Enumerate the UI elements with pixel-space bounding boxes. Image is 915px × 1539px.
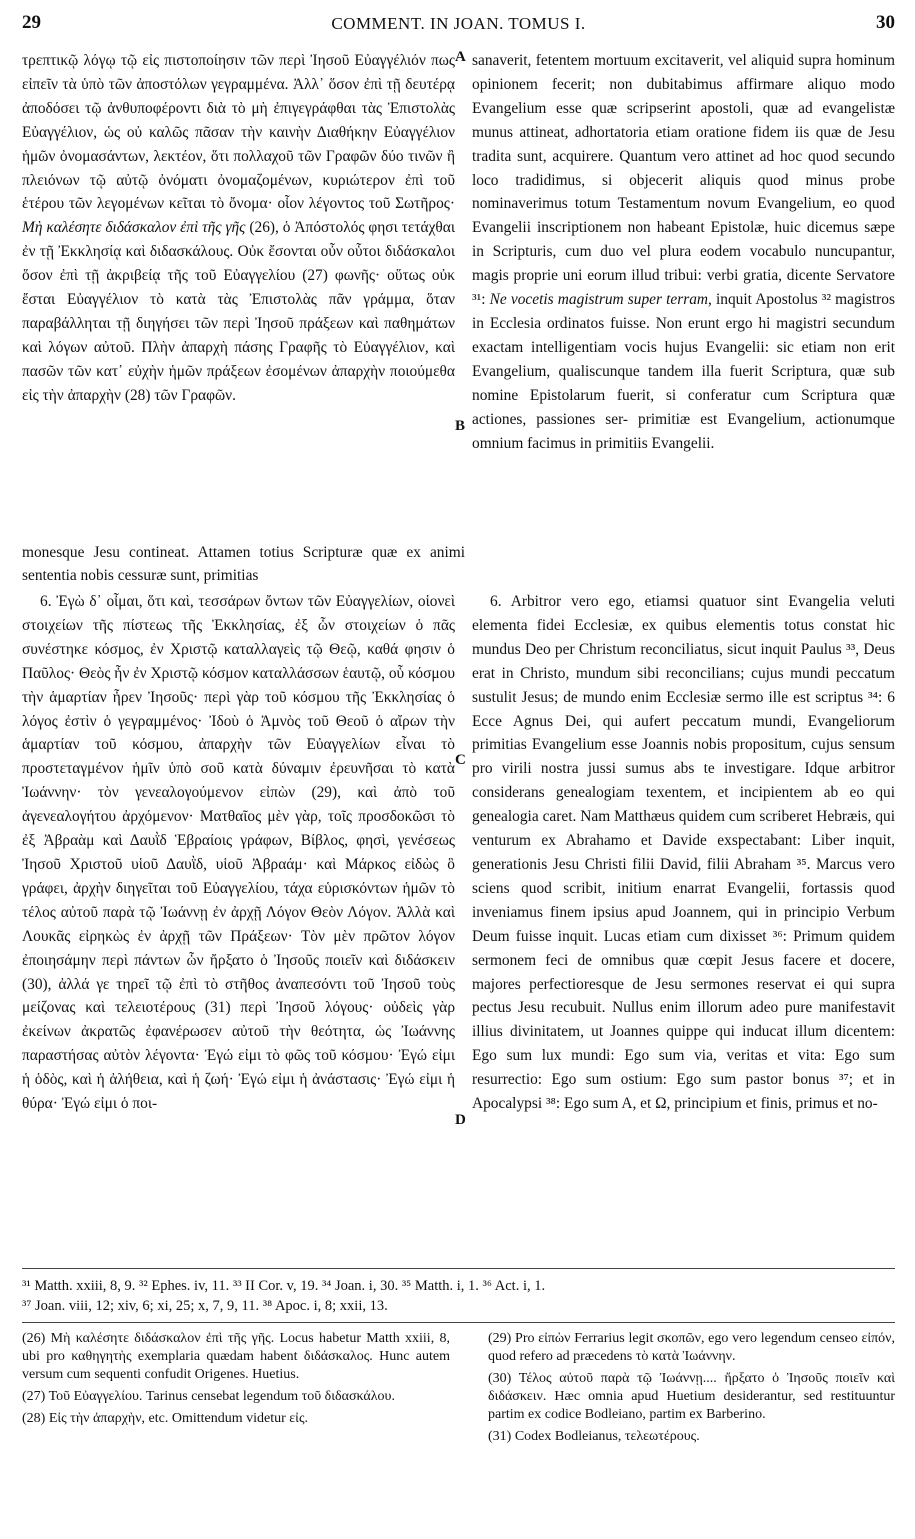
footnote: (29) Pro εἰπὼν Ferrarius legit σκοπῶν, ego vero legendum censeo εἰπόν, quod refero ad præcedens τὸ κατὰ Ἰωάννην. <box>488 1331 895 1364</box>
latin-text: primitiæ est Evangelium, actionumque omnium facimus in primitiis Evangelii. <box>472 410 895 452</box>
greek-text: τρεπτικῷ λόγῳ τῷ εἰς πιστοποίησιν τῶν περὶ Ἰησοῦ Εὐαγγέλιόν πως εἰπεῖν τὰ ὑπὸ τῶν ἀποστόλων γεγραμμένα. Ἀλλ᾽ ὅσον ἐπὶ τῇ δευτέρᾳ ἀποδόσει τῷ ἀνθυποφέροντι διὰ τὸ μὴ ἐπιγεγράφθαι τὰς Ἐπιστολὰς Εὐαγγέλιον, ὡς οὐ καλῶς πᾶσαν τὴν καινὴν Διαθήκην Εὐαγγέλιον ἡμῶν ὀνομασάντων, λεκτέον, ὅτι πολλαχοῦ τῶν Γραφῶν δύο τινῶν ἢ πλειόνων τῷ αὐτῷ ὀνόματι ὀνομαζομένων, κυριώτερον ἐπὶ τοῦ ἑτέρου τῶν λεγομένων κεῖται τὸ ὄνομα· οἷον λέγοντος τοῦ Σωτῆρος· <box>22 52 455 213</box>
latin-quote: Ne vocetis magistrum super terram <box>489 291 709 309</box>
footnote: (30) Τέλος αὐτοῦ παρὰ τῷ Ἰωάννῃ.... ἤρξατο ὁ Ἰησοῦς ποιεῖν καὶ διδάσκειν. Hæc omnia apud Huetium desiderantur, sed restituuntur partim ex codice Bodleiano, partim ex Barberino. <box>488 1371 895 1422</box>
margin-letter-d: D <box>455 1112 466 1128</box>
footnote-divider <box>22 1268 895 1269</box>
page-number-left: 29 <box>22 12 41 33</box>
margin-letter-b: B <box>455 418 466 434</box>
latin-text: sanaverit, fetentem mortuum excitaverit, vel aliquid supra hominum opinionem fecerit; non dubitabimus affirmare aliquo modo Evangelium esse quæ scripserint apostoli, quæ ad evangelistæ munus attineat, adhortatoria etiam oratione fidem iis quæ de Jesu tradita sunt, acquirere. Quantum vero attinet ad hoc quod secundo loco tradidimus, si objecerit aliquis quod minus probe nominaverimus totum Testamentum novum Evangelium, eo quod Evangelii inscriptionem non habeant Epistolæ, huic dicemus sæpe in Scripturis, cum duo vel plura eodem vocabulo nuncupantur, magis proprie uni eorum illud tribui: verbi gratia, dicente Servatore ³¹: <box>472 52 895 309</box>
margin-letter-c: C <box>455 752 466 768</box>
reference-line: ³¹ Matth. xxiii, 8, 9. ³² Ephes. iv, 11. ³³ II Cor. v, 19. ³⁴ Joan. i, 30. ³⁵ Matth. i, 1. ³⁶ Act. i, 1. <box>22 1278 546 1294</box>
footnote: (27) Τοῦ Εὐαγγελίου. Tarinus censebat legendum τοῦ διδασκάλου. <box>22 1389 395 1404</box>
scripture-references <box>22 1276 895 1316</box>
latin-text: monesque Jesu contineat. Attamen totius Scripturæ quæ ex animi sententia nobis cessuræ sunt, primitias <box>22 544 465 584</box>
page-number-right: 30 <box>876 12 895 33</box>
latin-text: 6. Arbitror vero ego, etiamsi quatuor sint Evangelia veluti elementa fidei Ecclesiæ, ex quibus elementis totus constat hic mundus Deo per Christum reconciliatus, sicut inquit Paulus ³³, Deus erat in Christo, mundum sibi reconcilians; cujus mundi peccatum sustulit Jesus; de mundo enim Ecclesiæ sermo ille est scriptus ³⁴: 6 Ecce Agnus Dei, qui aufert peccatum mundi, Evangeliorum primitias Evangelium esse Joannis nobis propositum, cujus sensum pro virili nostra jussi sumus abs te investigare. Idque arbitror considerans genealogiam texentem, et incipientem ab eo qui genealogia caret. Nam Matthæus quidem cum scriberet Hebræis, qui venturum ex Abrahamo et Davide exspectabant: Liber inquit, generationis Jesu Christi filii David, filii Abraham ³⁵. Marcus vero sciens quod scribit, initium enarrat Evangelii, fortassis quod inveniamus finem ipsius apud Joannem, qui in principio Verbum Deum fuisse inquit. Lucas etiam cum dixisset ³⁶: Primum quidem sermonem feci de omnibus quæ cœpit Jesus facere et docere, majores perfectioresque de Jesu sermones reservat ei qui supra pectus Jesu recubuit. Nullus enim illorum adeo pure manifestavit illius divinitatem, ut Joannes quippe qui inducat illum dicentem: Ego sum lux mundi: Ego sum via, veritas et vita: Ego sum resurrectio: Ego sum ostium: Ego sum pastor bonus ³⁷; et in Apocalypsi ³⁸: Ego sum A, et Ω, principium et finis, primus et no- <box>472 593 895 1113</box>
notes-divider <box>22 1322 895 1323</box>
greek-text: (26), ὁ Ἀπόστολός φησι τετάχθαι ἐν τῇ Ἐκκλησίᾳ καὶ διδασκάλους. Οὐκ ἔσονται οὖν οὗτοι διδάσκαλοι ὅσον ἐπὶ τῇ ἀκριβείᾳ τῆς τοῦ Εὐαγγελίου (27) φωνῆς· οὕτως οὐκ ἔσται Εὐαγγέλιον τὸ κατὰ τὰς Ἐπιστολὰς πᾶν γράμμα, ὅταν παραβάλληται τῇ διηγήσει τῶν περὶ Ἰησοῦ πράξεων καὶ παθημάτων καὶ λόγων αὐτοῦ. Πλὴν ἀπαρχὴ πάσης Γραφῆς τὸ Εὐαγγέλιον, καὶ πασῶν τῶν κατ᾽ εὐχὴν ἡμῶν πράξεων ἐσομένων ἀπαρχὴν ποιούμεθα εἰς τὴν ἀπαρχὴν (28) τῶν Γραφῶν. <box>22 219 455 404</box>
greek-text: 6. Ἐγὼ δ᾽ οἶμαι, ὅτι καὶ, τεσσάρων ὄντων τῶν Εὐαγγελίων, οἱονεὶ στοιχείων τῆς πίστεως τῆς Ἐκκλησίας, ἐξ ὧν στοιχείων ὁ πᾶς συνέστηκε κόσμος, ἐν Χριστῷ καταλλαγεὶς τῷ Θεῷ, καθά φησιν ὁ Παῦλος· Θεὸς ἦν ἐν Χριστῷ κόσμον καταλλάσσων ἑαυτῷ, οὗ κόσμου τὴν ἁμαρτίαν ἦρεν Ἰησοῦς· περὶ γὰρ τοῦ κόσμου τῆς Ἐκκλησίας ὁ λόγος ἐστὶν ὁ γεγραμμένος· Ἰδοὺ ὁ Ἀμνὸς τοῦ Θεοῦ ὁ αἴρων τὴν ἁμαρτίαν τοῦ κόσμου, ἀπαρχὴν τῶν Εὐαγγελίων εἶναι τὸ προστεταγμένον ἡμῖν ὑπὸ σοῦ κατὰ δύναμιν ἐρευνῆσαι τὸ κατὰ Ἰωάννην· τὸν γενεαλογούμενον εἰπὼν (29), καὶ ἀπὸ τοῦ ἀγενεαλογήτου ἀρχόμενον· Ματθαῖος μὲν γὰρ, τοῖς προσδοκῶσι τὸ ἐξ Ἀβραὰμ καὶ Δαυῒδ Ἑβραίοις γράφων, Βίβλος, φησὶ, γενέσεως Ἰησοῦ Χριστοῦ υἱοῦ Δαυῒδ, υἱοῦ Ἀβραάμ· καὶ Μάρκος εἰδὼς ὃ γράφει, ἀρχὴν διηγεῖται τοῦ Εὐαγγελίου, τάχα εὑρισκόντων ἡμῶν τὸ τέλος αὐτοῦ παρὰ τῷ Ἰωάννῃ ἐν ἀρχῇ Λόγον Θεὸν Λόγον. Ἀλλὰ καὶ Λουκᾶς εἰρηκὼς ἐν ἀρχῇ τῶν Πράξεων· Τὸν μὲν πρῶτον λόγον ἐποιησάμην περὶ πάντων ὧν ἤρξατο ὁ Ἰησοῦς ποιεῖν καὶ διδάσκειν (30), ἀλλά γε τηρεῖ τῷ ἐπὶ τὸ στῆθος ἀναπεσόντι τοῦ Ἰησοῦ τοὺς μείζονας καὶ τελειοτέρους (31) περὶ Ἰησοῦ λόγους· οὐδεὶς γὰρ ἐκείνων ἀκρατῶς ἐφανέρωσεν αὐτοῦ τὴν θεότητα, ὡς Ἰωάννης παραστήσας αὐτὸν λέγοντα· Ἐγώ εἰμι τὸ φῶς τοῦ κόσμου· Ἐγώ εἰμι ἡ ὁδὸς, καὶ ἡ ἀλήθεια, καὶ ἡ ζωή· Ἐγώ εἰμι ἡ ἀνάστασις· Ἐγώ εἰμι ἡ θύρα· Ἐγώ εἰμι ὁ ποι- <box>22 593 455 1113</box>
page-header <box>22 12 895 38</box>
notes-left-column <box>22 1330 450 1432</box>
greek-column-top <box>22 49 455 408</box>
margin-letter-a: A <box>455 49 466 65</box>
latin-text: , inquit Apostolus ³² magistros in Ecclesia ordinatos fuisse. Non erunt ergo hi magistri secundum exactam intelligentiam vocis hujus Evangelii: sic etiam non erit Evangelium, qualiscunque tandem illa fuerit Scriptura, quæ sub nomine Epistolarum fuerit, si conferatur cum Scriptura quæ actiones, passiones ser- <box>472 291 895 428</box>
latin-spanning-line <box>22 541 465 587</box>
reference-line: ³⁷ Joan. viii, 12; xiv, 6; xi, 25; x, 7, 9, 11. ³⁸ Apoc. i, 8; xxii, 13. <box>22 1298 388 1314</box>
footnote: (31) Codex Bodleianus, τελεωτέρους. <box>488 1429 700 1444</box>
footnote: (26) Μὴ καλέσητε διδάσκαλον ἐπὶ τῆς γῆς. Locus habetur Matth xxiii, 8, ubi pro καθηγητὴς exemplaria quædam habent διδάσκαλος. Hunc autem versum cum sequenti confudit Origenes. Huetius. <box>22 1331 450 1382</box>
latin-column-section-6 <box>472 590 895 1116</box>
running-title: COMMENT. IN JOAN. TOMUS I. <box>331 14 586 33</box>
latin-column-top <box>472 49 895 455</box>
greek-column-section-6 <box>22 590 455 1116</box>
footnote: (28) Εἰς τὴν ἀπαρχὴν, etc. Omittendum videtur εἰς. <box>22 1411 308 1426</box>
notes-right-column <box>488 1330 895 1450</box>
greek-quote: Μὴ καλέσητε διδάσκαλον ἐπὶ τῆς γῆς <box>22 219 246 237</box>
